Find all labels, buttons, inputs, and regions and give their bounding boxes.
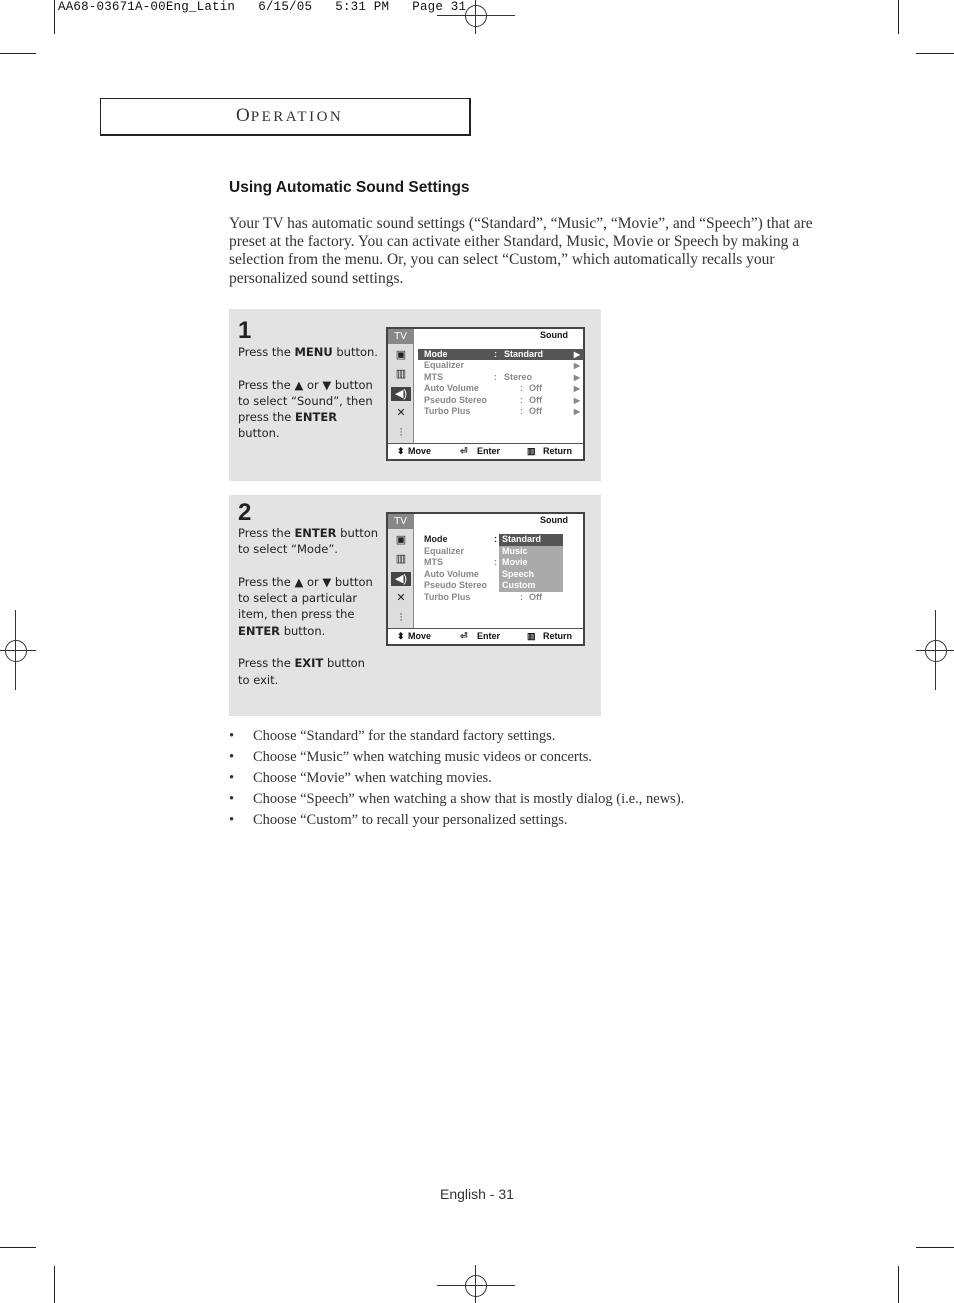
osd-row-mode: Mode : [424, 534, 497, 544]
osd-footer [388, 628, 583, 644]
section-title: OPERATION [236, 105, 344, 126]
osd-row-pseudo-stereo: Pseudo Stereo [424, 580, 488, 590]
list-item: • Choose “Music” when watching music videos or concerts. [229, 749, 593, 765]
mode-choices-list [229, 726, 684, 831]
osd-tv-label: TV [388, 329, 413, 344]
registration-mark [465, 1275, 487, 1297]
osd-row-equalizer: Equalizer [424, 546, 465, 556]
step-1-panel [229, 309, 601, 481]
osd-row-mode: Mode : Standard ▶ [418, 349, 584, 360]
instruction-line: Press the ENTER button to select “Mode”. [238, 526, 379, 557]
enter-icon: ⏎ [460, 631, 468, 641]
setup-icon: ⫶ [399, 427, 403, 439]
step-2-panel [229, 495, 601, 716]
list-item: • Choose “Custom” to recall your personalized settings. [229, 812, 568, 828]
move-icon: ⬍ [397, 631, 405, 641]
channel-icon: ▥ [395, 368, 407, 380]
registration-mark [437, 15, 515, 16]
right-arrow-icon: ▶ [573, 350, 580, 359]
return-icon: ▥ [527, 631, 536, 641]
osd-row-turbo-plus: Turbo Plus : Off [424, 592, 542, 602]
footer-return: Return [543, 446, 572, 456]
crop-mark [898, 0, 899, 34]
osd-row-auto-volume: Auto Volume [424, 569, 479, 579]
osd-title: Sound [540, 330, 568, 340]
crop-mark [916, 1247, 954, 1248]
antenna-icon: ✕ [396, 592, 406, 604]
registration-mark [15, 610, 16, 690]
osd-tv-label: TV [388, 514, 413, 529]
osd-sound-menu [386, 512, 585, 646]
registration-mark [437, 1285, 515, 1286]
dropdown-option-speech[interactable]: Speech [502, 568, 535, 579]
footer-move: Move [408, 631, 432, 641]
intro-paragraph: Your TV has automatic sound settings (“Standard”, “Music”, “Movie”, and “Speech”) that are preset at the factory. You can activate either Standard, Music, Movie or Speech by making a selection from the menu. Or, you can select “Custom,” which automatically recalls your personalized sound settings. [229, 215, 813, 287]
footer-enter: Enter [477, 446, 501, 456]
dropdown-option-movie[interactable]: Movie [502, 557, 528, 568]
crop-mark [0, 1247, 36, 1248]
osd-row-mts: MTS : Stereo ▶ [424, 372, 580, 382]
instruction-line: Press the MENU button. [238, 345, 378, 359]
osd-footer [388, 443, 583, 459]
dropdown-option-custom[interactable]: Custom [502, 580, 536, 591]
list-item: • Choose “Speech” when watching a show that is mostly dialog (i.e., news). [229, 791, 685, 807]
instruction-line: Press the EXIT button to exit. [238, 656, 365, 687]
instruction-line: Press the ▲ or ▼ button to select “Sound”, then press the ENTER button. [238, 377, 373, 441]
sound-icon: ◀) [391, 572, 411, 586]
footer-return: Return [543, 631, 572, 641]
dropdown-option-standard[interactable]: Standard [499, 534, 563, 546]
registration-mark [465, 5, 487, 27]
channel-icon: ▥ [395, 553, 407, 565]
right-arrow-icon: ▶ [573, 384, 580, 393]
antenna-icon: ✕ [396, 407, 406, 419]
printer-slug: AA68-03671A-00Eng_Latin 6/15/05 5:31 PM Page 31 [58, 0, 467, 14]
osd-title: Sound [540, 515, 568, 525]
move-icon: ⬍ [397, 446, 405, 456]
osd-row-pseudo-stereo: Pseudo Stereo : Off ▶ [424, 395, 580, 405]
setup-icon: ⫶ [399, 612, 403, 624]
osd-row-equalizer: Equalizer ▶ [424, 360, 580, 370]
registration-mark [5, 640, 27, 662]
crop-mark [54, 0, 55, 34]
step-number: 2 [238, 499, 252, 526]
osd-row-auto-volume: Auto Volume : Off ▶ [424, 383, 580, 393]
list-item: • Choose “Movie” when watching movies. [229, 770, 492, 786]
footer-enter: Enter [477, 631, 501, 641]
registration-mark [475, 0, 476, 34]
footer-move: Move [408, 446, 432, 456]
crop-mark [916, 53, 954, 54]
page-heading: Using Automatic Sound Settings [229, 179, 470, 196]
crop-mark [898, 1266, 899, 1303]
osd-sound-menu [386, 327, 585, 461]
registration-mark [475, 1265, 476, 1303]
step-instructions [238, 344, 378, 458]
osd-row-turbo-plus: Turbo Plus : Off ▶ [424, 406, 580, 416]
right-arrow-icon: ▶ [573, 396, 580, 405]
return-icon: ▥ [527, 446, 536, 456]
right-arrow-icon: ▶ [573, 361, 580, 370]
mode-dropdown[interactable] [499, 534, 563, 592]
registration-mark [925, 640, 947, 662]
crop-mark [0, 53, 36, 54]
crop-mark [54, 1266, 55, 1303]
registration-mark [0, 650, 36, 651]
instruction-line: Press the ▲ or ▼ button to select a particular item, then press the ENTER button. [238, 574, 373, 638]
picture-icon: ▣ [395, 534, 407, 546]
sound-icon: ◀) [391, 387, 411, 401]
osd-row-mts: MTS : [424, 557, 497, 567]
right-arrow-icon: ▶ [573, 407, 580, 416]
registration-mark [935, 610, 936, 690]
right-arrow-icon: ▶ [573, 373, 580, 382]
list-item: • Choose “Standard” for the standard factory settings. [229, 728, 556, 744]
step-number: 1 [238, 317, 252, 344]
page-footer: English - 31 [440, 1186, 514, 1202]
enter-icon: ⏎ [460, 446, 468, 456]
dropdown-option-music[interactable]: Music [502, 545, 528, 556]
picture-icon: ▣ [395, 349, 407, 361]
step-instructions [238, 525, 380, 704]
